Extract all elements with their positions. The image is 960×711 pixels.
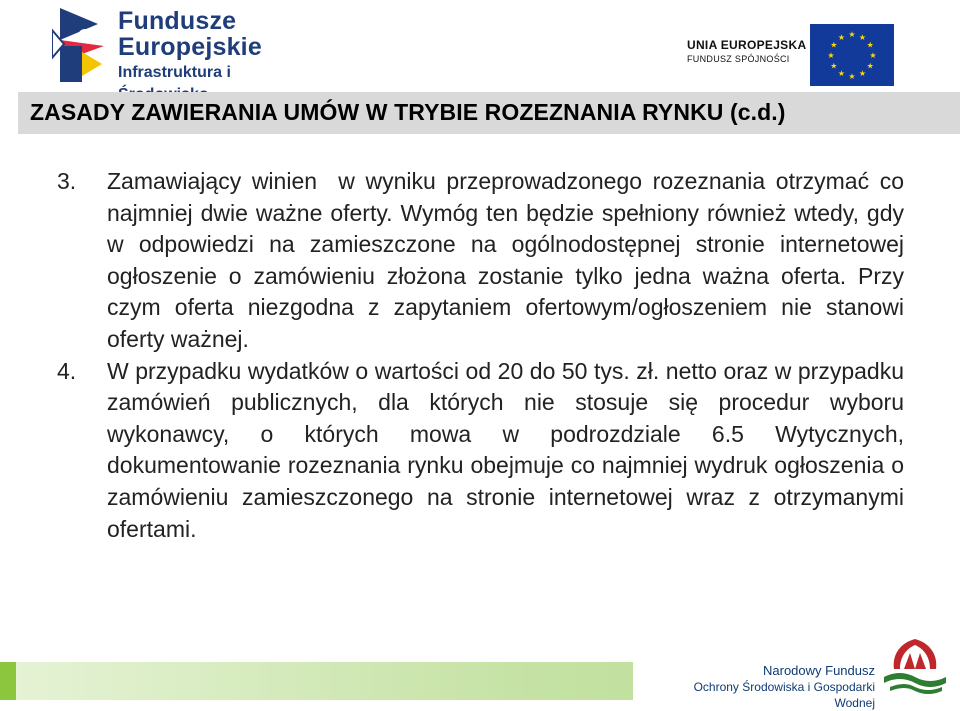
fe-logo-line2: Europejskie: [118, 33, 262, 61]
eu-stars: [810, 24, 894, 86]
svg-text:★: ★: [848, 30, 856, 39]
svg-text:★: ★: [866, 61, 874, 71]
fe-star-flag-icon: [52, 6, 114, 84]
list-item-number: 3.: [57, 168, 77, 194]
list-item: [52, 356, 904, 546]
nfosigw-logo-line2: Ochrony Środowiska i Gospodarki Wodnej: [693, 680, 875, 710]
list-item-text: Zamawiający winien w wyniku przeprowadzonego rozeznania otrzymać co najmniej dwie ważne oferty. Wymóg ten będzie spełniony również wtedy, gdy w odpowiedzi na zamieszczone na ogólnodostępnej stronie internetowej ogłoszenie o zamówieniu złożona zostanie tylko jedna ważna oferta. Przy czym oferta niezgodna z zapytaniem ofertowym/ogłoszeniem nie stanowi oferty ważnej.: [107, 168, 911, 352]
eu-logo-line2: FUNDUSZ SPÓJNOŚCI: [687, 54, 790, 64]
content-list: [52, 166, 911, 545]
fe-logo-line3: Infrastruktura i: [118, 64, 231, 81]
svg-text:★: ★: [848, 72, 856, 81]
footer-square: [0, 662, 16, 700]
svg-text:★: ★: [837, 69, 846, 79]
fe-logo-line1: Fundusze: [118, 7, 237, 35]
svg-text:★: ★: [869, 51, 877, 60]
eu-logo-text: [687, 38, 807, 66]
eu-logo-line1: UNIA EUROPEJSKA: [687, 38, 807, 52]
svg-text:★: ★: [827, 51, 835, 60]
nfosigw-logo-line1: Narodowy Fundusz: [763, 663, 875, 678]
svg-text:★: ★: [866, 40, 874, 50]
nfosigw-logo-text: [655, 663, 875, 711]
nfosigw-emblem-icon: [880, 635, 950, 697]
svg-text:★: ★: [858, 69, 867, 79]
svg-text:★: ★: [837, 32, 846, 42]
svg-text:★: ★: [858, 32, 867, 42]
fundusze-europejskie-logo: [52, 6, 322, 86]
nfosigw-logo: [633, 621, 960, 710]
svg-text:★: ★: [830, 61, 838, 71]
svg-text:★: ★: [830, 40, 838, 50]
list-item-number: 4.: [57, 357, 77, 384]
page-title: ZASADY ZAWIERANIA UMÓW W TRYBIE ROZEZNANIA RYNKU (c.d.): [30, 99, 786, 125]
list-item-text: W przypadku wydatków o wartości od 20 do 50 tys. zł. netto oraz w przypadku zamówień publicznych, dla których nie stosuje się procedur wyboru wykonawcy, o których mowa w podrozdziale 6.5 Wytycznych, dokumentowanie rozeznania rynku obejmuje co najmniej wydruk ogłoszenia o zamówieniu zamieszczonego na stronie internetowej wraz z otrzymanymi ofertami.: [107, 357, 904, 542]
list-item: [52, 166, 911, 356]
eu-flag-icon: [810, 24, 894, 86]
